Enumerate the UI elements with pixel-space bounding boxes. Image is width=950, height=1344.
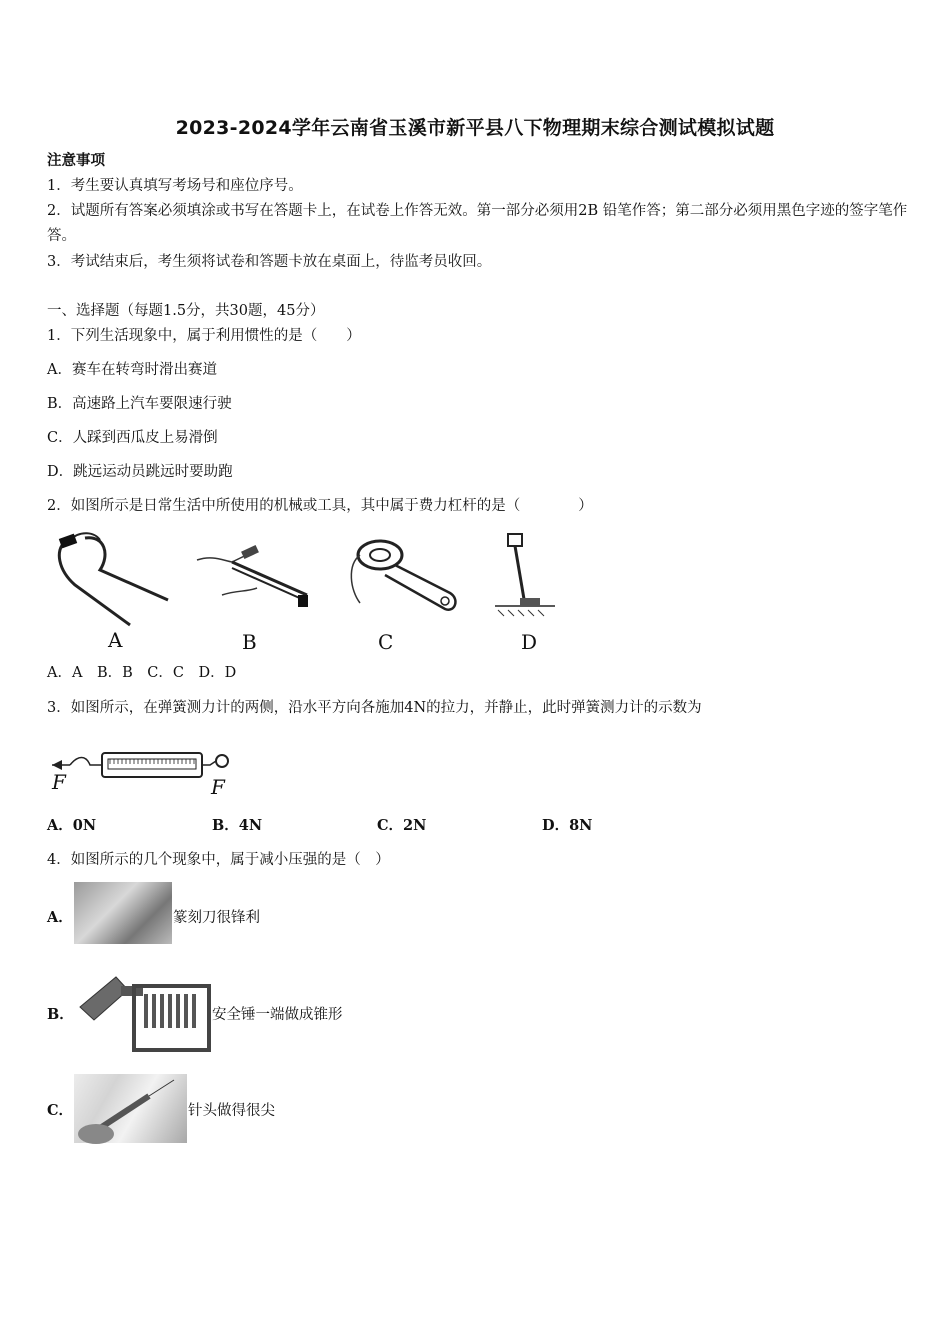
syringe-needle-figure (74, 1074, 187, 1143)
q3-option-c: C．2N (377, 817, 427, 834)
q3-stem: 3．如图所示，在弹簧测力计的两侧，沿水平方向各施加4N的拉力，并静止，此时弹簧测力计的示数为 (47, 700, 702, 716)
bottle-opener-figure (345, 535, 465, 620)
q4-option-a-text: 篆刻刀很锋利 (173, 910, 260, 926)
force-label-right: F (211, 775, 225, 799)
tweezers-figure (192, 540, 317, 615)
q1-stem: 1．下列生活现象中，属于利用惯性的是（ ） (47, 328, 361, 344)
spring-scale-figure (50, 745, 235, 785)
figure-label-c: C (378, 630, 394, 654)
figure-label-b: B (242, 630, 257, 654)
q4-option-c-letter: C． (47, 1102, 74, 1119)
q4-option-b-letter: B． (47, 1006, 74, 1023)
carving-knife-photo (74, 882, 172, 944)
q4-stem: 4．如图所示的几个现象中，属于减小压强的是（ ） (47, 852, 390, 868)
lever-figure (490, 530, 560, 620)
pincers-figure (50, 530, 175, 630)
q1-option-b: B．高速路上汽车要限速行驶 (47, 396, 232, 412)
q3-option-d: D．8N (542, 817, 593, 834)
figure-label-d: D (521, 630, 538, 654)
notice-item-1: 1．考生要认真填写考场号和座位序号。 (47, 178, 303, 194)
q1-option-c: C．人踩到西瓜皮上易滑倒 (47, 430, 218, 446)
q1-option-a: A．赛车在转弯时滑出赛道 (47, 362, 217, 378)
safety-hammer-figure (76, 972, 211, 1052)
section-heading: 一、选择题（每题1.5分，共30题，45分） (47, 303, 325, 319)
notice-heading: 注意事项 (47, 152, 105, 169)
q2-stem: 2．如图所示是日常生活中所使用的机械或工具，其中属于费力杠杆的是（ ） (47, 498, 593, 514)
force-label-left: F (52, 770, 66, 794)
q1-option-d: D．跳远运动员跳远时要助跑 (47, 464, 233, 480)
notice-item-2: 2．试题所有答案必须填涂或书写在答题卡上，在试卷上作答无效。第一部分必须用2B 铅笔作答；第二部分必须用黑色字迹的签字笔作答。 (47, 203, 908, 244)
figure-label-a: A (108, 628, 123, 652)
q3-option-a: A．0N (47, 817, 97, 834)
page-title: 2023-2024学年云南省玉溪市新平县八下物理期末综合测试模拟试题 (175, 117, 775, 139)
q4-option-b-text: 安全锤一端做成锥形 (212, 1007, 343, 1023)
q2-options: A．A B．B C．C D．D (47, 665, 237, 681)
q4-option-a-letter: A． (47, 909, 73, 926)
notice-item-3: 3．考试结束后，考生须将试卷和答题卡放在桌面上，待监考员收回。 (47, 254, 492, 270)
q3-option-b: B．4N (212, 817, 263, 834)
q4-option-c-text: 针头做得很尖 (188, 1103, 275, 1119)
